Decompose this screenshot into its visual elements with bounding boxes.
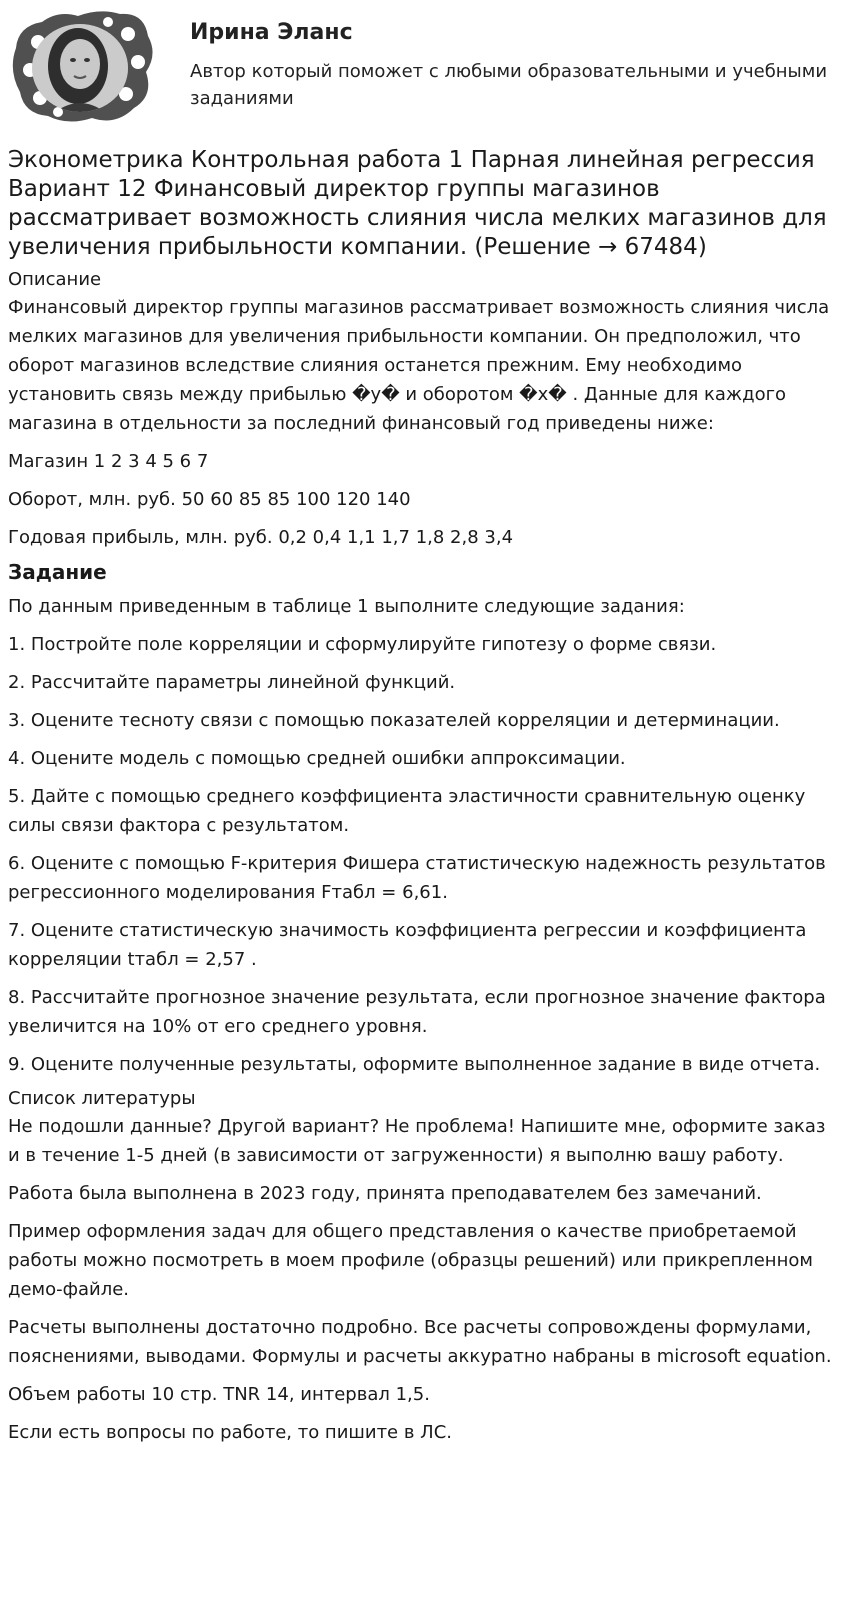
data-row-profit: Годовая прибыль, млн. руб. 0,2 0,4 1,1 1,7 1,8 2,8 3,4 [8, 527, 514, 548]
footer-offer: Не подошли данные? Другой вариант? Не проблема! Напишите мне, оформите заказ и в течение 1-5 дней (в зависимости от загруженности) я выполню вашу работу. [8, 1116, 826, 1166]
task-item-8: 8. Рассчитайте прогнозное значение результата, если прогнозное значение фактора увеличится на 10% от его среднего уровня. [8, 987, 826, 1037]
author-name[interactable]: Ирина Эланс [190, 20, 353, 45]
task-item-7: 7. Оцените статистическую значимость коэффициента регрессии и коэффициента корреляции tтабл = 2,57 . [8, 920, 807, 970]
task-item-1: 1. Постройте поле корреляции и сформулируйте гипотезу о форме связи. [8, 634, 717, 655]
task-item-6: 6. Оцените с помощью F-критерия Фишера статистическую надежность результатов регрессионного моделирования Fтабл = 6,61. [8, 853, 826, 903]
footer-example: Пример оформления задач для общего представления о качестве приобретаемой работы можно посмотреть в моем профиле (образцы решений) или прикрепленном демо-файле. [8, 1221, 813, 1300]
author-avatar[interactable] [8, 8, 158, 126]
footer-volume: Объем работы 10 стр. TNR 14, интервал 1,5. [8, 1384, 430, 1405]
footer-questions: Если есть вопросы по работе, то пишите в ЛС. [8, 1422, 453, 1443]
avatar-photo [8, 8, 158, 126]
data-row-turnover: Оборот, млн. руб. 50 60 85 85 100 120 140 [8, 489, 411, 510]
task-item-3: 3. Оцените тесноту связи с помощью показателей корреляции и детерминации. [8, 710, 780, 731]
footer-completed: Работа была выполнена в 2023 году, принята преподавателем без замечаний. [8, 1183, 762, 1204]
main-content [8, 146, 840, 1456]
description-text: Финансовый директор группы магазинов рассматривает возможность слияния числа мелких магазинов для увеличения прибыльности компании. Он предположил, что оборот магазинов вследствие слияния останется прежним. Ему необходимо установить связь между прибылью �y� и оборотом �x� . Данные для каждого магазина в отдельности за последний финансовый год приведены ниже: [8, 297, 830, 434]
literature-label: Список литературы [8, 1088, 196, 1109]
description-label: Описание [8, 269, 102, 290]
task-item-2: 2. Рассчитайте параметры линейной функций. [8, 672, 456, 693]
task-item-5: 5. Дайте с помощью среднего коэффициента эластичности сравнительную оценку силы связи фактора с результатом. [8, 786, 806, 836]
footer-calculations: Расчеты выполнены достаточно подробно. Все расчеты сопровождены формулами, пояснениями, выводами. Формулы и расчеты аккуратно набраны в microsoft equation. [8, 1317, 832, 1367]
data-row-shops: Магазин 1 2 3 4 5 6 7 [8, 451, 209, 472]
author-description: Автор который поможет с любыми образовательными и учебными заданиями [190, 61, 828, 109]
author-card [8, 8, 838, 128]
page-title: Эконометрика Контрольная работа 1 Парная линейная регрессия Вариант 12 Финансовый директор группы магазинов рассматривает возможность слияния числа мелких магазинов для увеличения прибыльности компании. (Решение → 67484) [8, 147, 827, 260]
task-intro: По данным приведенным в таблице 1 выполните следующие задания: [8, 596, 685, 617]
task-item-9: 9. Оцените полученные результаты, оформите выполненное задание в виде отчета. [8, 1054, 821, 1075]
task-heading: Задание [8, 560, 107, 584]
task-item-4: 4. Оцените модель с помощью средней ошибки аппроксимации. [8, 748, 626, 769]
